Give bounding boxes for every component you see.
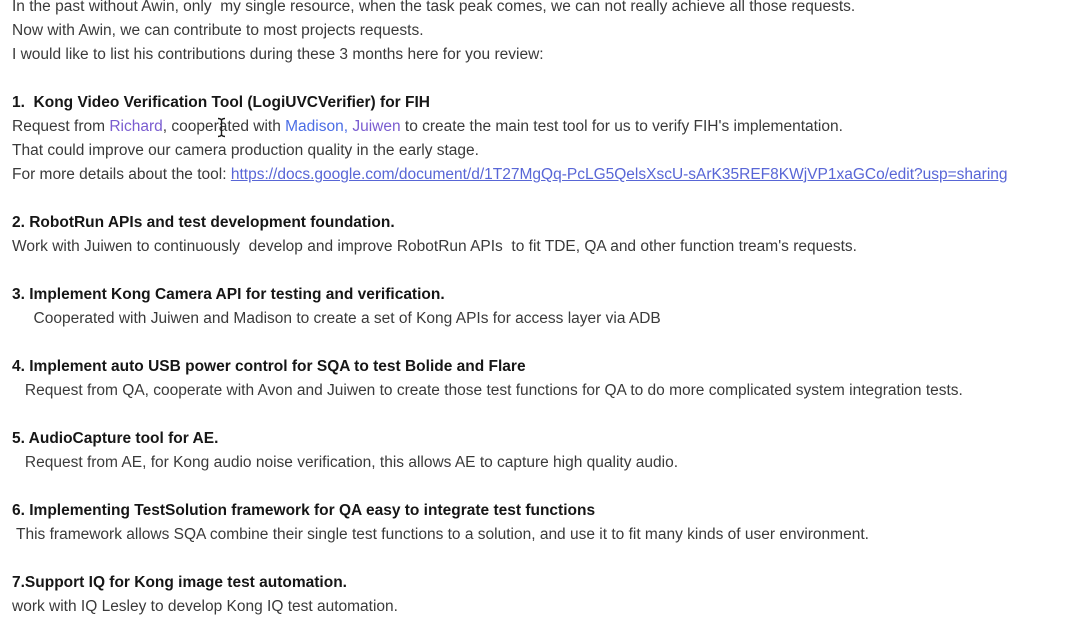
link-richard[interactable]: Richard <box>109 118 163 135</box>
google-doc-link[interactable]: https://docs.google.com/document/d/1T27MgQq-PcLG5QelsXscU-sArK35REF8KWjVP1xaGCo/edit?usp=sharing <box>230 166 1008 183</box>
intro-line-2: Now with Awin, we can contribute to most projects requests. <box>12 22 424 39</box>
spacer <box>12 331 1080 355</box>
link-madison[interactable]: Madison, <box>285 118 349 135</box>
link-juiwen[interactable]: Juiwen <box>352 118 401 135</box>
section-7-body: work with IQ Lesley to develop Kong IQ test automation. <box>12 598 398 615</box>
section-3-heading: 3. Implement Kong Camera API for testing and verification. <box>12 286 445 303</box>
request-suffix-text: to create the main test tool for us to verify FIH's implementation. <box>400 118 843 135</box>
section-2-body: Work with Juiwen to continuously develop and improve RobotRun APIs to fit TDE, QA and other function tream's requests. <box>12 238 857 255</box>
request-prefix-text: Request from <box>12 118 110 135</box>
section-1-request-line <box>12 115 1080 139</box>
section-1-line-2: That could improve our camera production quality in the early stage. <box>12 142 479 159</box>
section-6-heading: 6. Implementing TestSolution framework for QA easy to integrate test functions <box>12 502 596 519</box>
spacer <box>12 67 1080 91</box>
section-4-heading: 4. Implement auto USB power control for SQA to test Bolide and Flare <box>12 358 526 375</box>
spacer <box>12 187 1080 211</box>
intro-line-1: In the past without Awin, only my single resource, when the task peak comes, we can not really achieve all those requests. <box>12 0 856 15</box>
section-5-heading: 5. AudioCapture tool for AE. <box>12 430 219 447</box>
section-1-heading: 1. Kong Video Verification Tool (LogiUVCVerifier) for FIH <box>12 94 430 111</box>
document-content <box>12 0 1080 619</box>
spacer <box>12 403 1080 427</box>
section-3-body: Cooperated with Juiwen and Madison to create a set of Kong APIs for access layer via ADB <box>12 310 661 327</box>
section-4-body: Request from QA, cooperate with Avon and Juiwen to create those test functions for QA to do more complicated system integration tests. <box>12 382 963 399</box>
section-6-body: This framework allows SQA combine their single test functions to a solution, and use it to fit many kinds of user environment. <box>12 526 869 543</box>
section-1-details-line <box>12 163 1080 187</box>
intro-line-3: I would like to list his contributions during these 3 months here for you review: <box>12 46 544 63</box>
spacer <box>12 547 1080 571</box>
request-mid-text: , cooperated with <box>162 118 286 135</box>
spacer <box>12 259 1080 283</box>
section-5-body: Request from AE, for Kong audio noise verification, this allows AE to capture high quality audio. <box>12 454 679 471</box>
section-2-heading: 2. RobotRun APIs and test development foundation. <box>12 214 395 231</box>
spacer <box>12 475 1080 499</box>
section-7-heading: 7.Support IQ for Kong image test automation. <box>12 574 347 591</box>
details-label-text: For more details about the tool: <box>12 166 231 183</box>
